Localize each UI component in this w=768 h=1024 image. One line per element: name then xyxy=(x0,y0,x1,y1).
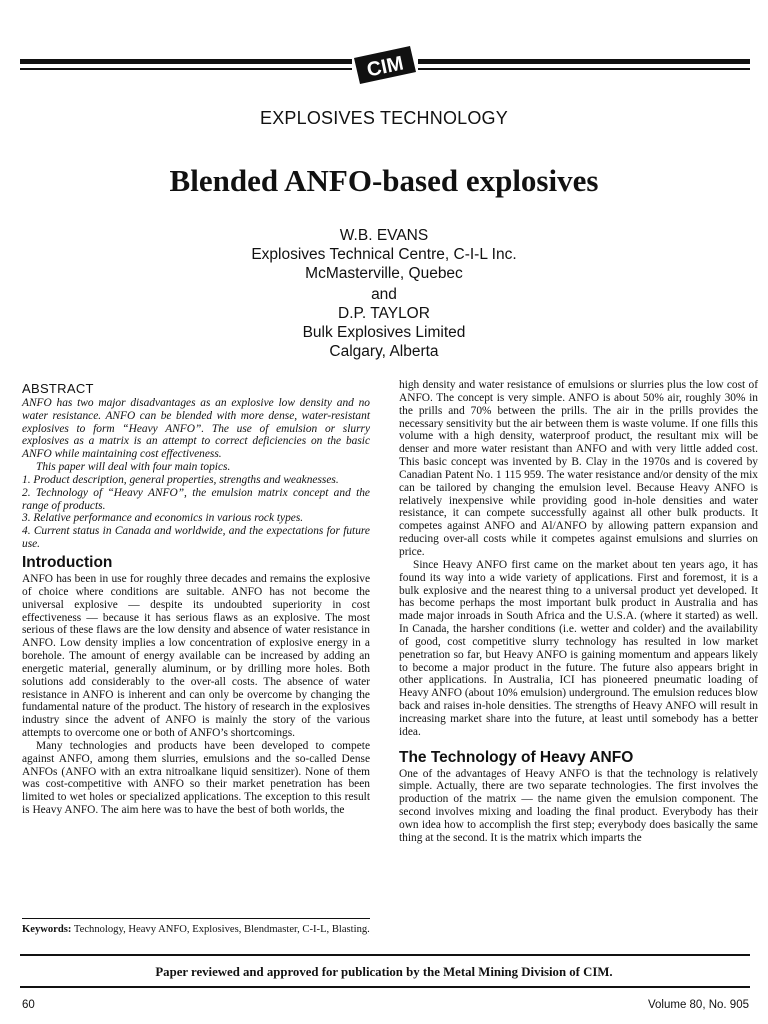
introduction-paragraph-2: Many technologies and products have been developed to compete against ANFO, among them slurries, emulsions and the so-called Dense ANFOs (ANFO with an extra nitroalkane liquid sensitizer). None of them was cost-competitive with ANFO so their market penetration has been limited to wet holes or specialized applications. The exception to this result is Heavy ANFO. The aim here was to have the best of both worlds, the xyxy=(22,739,370,817)
abstract-paragraph: ANFO has two major disadvantages as an explosive low density and no water resistance. ANFO can be blended with more dense, water-resistant explosives to form “Heavy ANFO”. The use of emulsion or slurry explosives as a matrix is an attempt to correct deficiencies on the basic ANFO while maintaining cost effectiveness. xyxy=(22,396,370,461)
abstract-heading: ABSTRACT xyxy=(22,381,94,396)
header-rule-right-thin xyxy=(418,68,750,70)
keywords-label: Keywords: xyxy=(22,924,72,935)
right-paragraph-1: high density and water resistance of emulsions or slurries plus the low cost of ANFO. The concept is very simple. ANFO is about 50% air, roughly 30% in the prills and 70% between the prills. The air in the prills provides the necessary sensitivity but the air between them is waste volume. If one fills this volume with a high density, waterproof product, the resultant mix will be denser and more water resistant than ANFO and with very little added cost. This basic concept was invented by B. Clay in the 1970s and is covered by Canadian Patent No. 1 115 959. The water resistance and/or density of the mix can be tailored by changing the emulsion level. Because Heavy ANFO is relatively inexpensive while providing good in-hole densities and water resistance, it can compete successfully against all other bulk products. It competes against ANFO and Al/ANFO by allowing pattern expansion and reducing over-all costs while it competes against emulsions and slurries on price. xyxy=(399,379,758,558)
page-number: 60 xyxy=(22,999,35,1011)
right-paragraph-2: Since Heavy ANFO first came on the market about ten years ago, it has found its way into a wide variety of applications. First and foremost, it is a bulk explosive and the nearest thing to a universal product yet developed. It has become perhaps the most important bulk product in Australia and has made major inroads in South Africa and the U.S.A. (where it started) as well. In Canada, the harsher conditions (i.e. wetter and colder) and the availability of good, cost competitive slurry technology has resulted in low market penetration so far, but Heavy ANFO is gaining momentum and appears likely to become a major product in the future. The future also appears bright in other applications. In Australia, ICI has pioneered pneumatic loading of Heavy ANFO (about 10% emulsion) underground. The emulsion reduces blow back and raises in-hole densities. The strengths of Heavy ANFO will result in increasing market share into the future, at least until somebody has a better idea. xyxy=(399,558,758,738)
cim-logo-text: CIM xyxy=(364,52,406,82)
introduction-heading: Introduction xyxy=(22,553,113,571)
author-block xyxy=(0,226,768,361)
right-column xyxy=(399,379,758,845)
technology-heading: The Technology of Heavy ANFO xyxy=(399,748,634,766)
abstract-topic-4: 4. Current status in Canada and worldwide, and the expectations for future use. xyxy=(22,525,370,551)
publication-note: Paper reviewed and approved for publication by the Metal Mining Division of CIM. xyxy=(155,965,613,979)
header-rule-right-thick xyxy=(418,59,750,64)
keywords-rule xyxy=(22,918,370,919)
section-label: EXPLOSIVES TECHNOLOGY xyxy=(260,108,508,128)
left-column xyxy=(22,383,370,817)
author1-location: McMasterville, Quebec xyxy=(305,265,463,283)
article-title: Blended ANFO-based explosives xyxy=(169,163,599,198)
abstract-topic-3: 3. Relative performance and economics in various rock types. xyxy=(22,512,304,525)
cim-logo xyxy=(348,44,420,86)
author2-name: D.P. TAYLOR xyxy=(338,304,430,322)
author1-org: Explosives Technical Centre, C-I-L Inc. xyxy=(251,246,517,264)
author2-location: Calgary, Alberta xyxy=(329,343,439,361)
header-rule-left-thick xyxy=(20,59,352,64)
abstract-topic-2: 2. Technology of “Heavy ANFO”, the emulsion matrix concept and the range of products. xyxy=(22,486,370,512)
abstract-topic-1: 1. Product description, general properties, strengths and weaknesses. xyxy=(22,473,339,486)
author1-name: W.B. EVANS xyxy=(339,227,429,244)
header-rule-left-thin xyxy=(20,68,352,70)
footer-rule-bottom xyxy=(20,986,750,988)
author2-org: Bulk Explosives Limited xyxy=(302,324,466,342)
introduction-paragraph-1: ANFO has been in use for roughly three decades and remains the explosive of choice where conditions are suitable. ANFO has not become the universal explosive — despite its undoubted superiority in cost effectiveness — because it has serious flaws as an explosive. The most serious of these flaws are the low density and absence of water resistance in ANFO. Low density implies a low concentration of explosive energy in a borehole. The amount of energy available can be increased by adding an energetic material, generally aluminum, or by drilling more holes. Both solutions add considerably to the over-all costs. The absence of water resistance in ANFO is inherent and can only be overcome by changing the fundamental nature of the product. The history of research in the explosives industry since the advent of ANFO is mainly the story of the various attempts to overcome one or both of ANFO’s shortcomings. xyxy=(22,572,370,740)
volume-info: Volume 80, No. 905 xyxy=(647,999,749,1011)
abstract-topics-intro: This paper will deal with four main topics. xyxy=(36,461,231,474)
right-paragraph-3: One of the advantages of Heavy ANFO is that the technology is relatively simple. Actually, there are two separate technologies. The first involves the production of the matrix — the name given the emulsion component. The second involves mixing and loading the final product. Everybody has their own idea how to accomplish the first step; everybody does basically the same thing at the second. It is the matrix which imparts the xyxy=(399,767,758,844)
keywords xyxy=(22,923,370,936)
keywords-text: Technology, Heavy ANFO, Explosives, Blendmaster, C-I-L, Blasting. xyxy=(73,924,370,935)
author-and: and xyxy=(371,285,397,303)
footer-rule-top xyxy=(20,954,750,956)
